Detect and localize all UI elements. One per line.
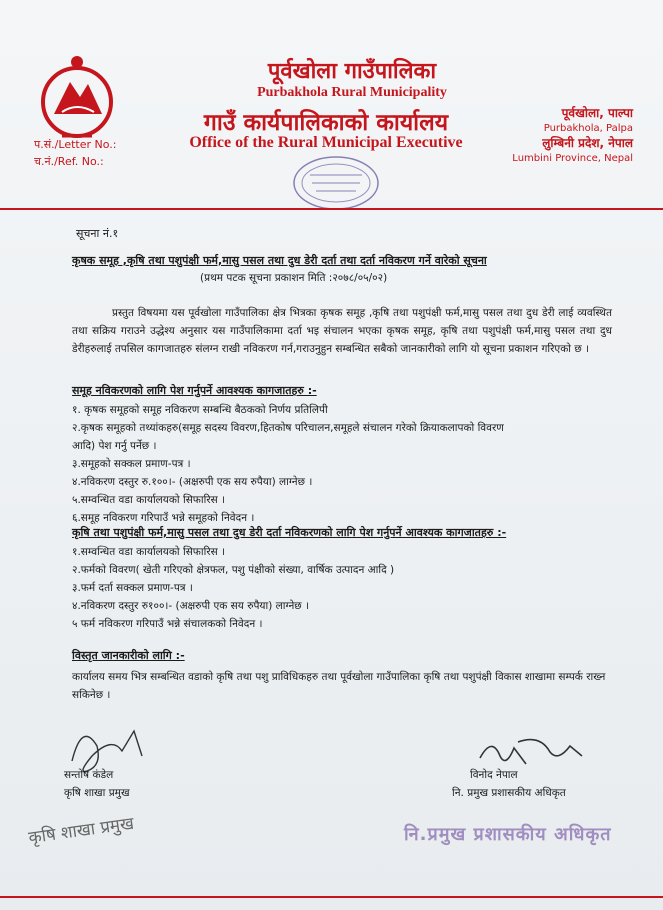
office-name-en: Office of the Rural Municipal Executive [189, 134, 463, 151]
contact-info: कार्यालय समय भित्र सम्बन्धित वडाको कृषि तथा पशु प्राविधिकहरु तथा पूर्वखोला गाउँपालिका कृषि तथा पशुपंक्षी विकास शाखामा सम्पर्क राख्न सकिनेछ । [72, 671, 606, 701]
right-signatory-name: विनोद नेपाल [470, 769, 518, 781]
handwritten-title: कृषि शाखा प्रमुख [27, 813, 136, 849]
list-item: ३.समूहको सक्कल प्रमाण-पत्र । [72, 458, 191, 470]
list-item: ४.नविकरण दस्तुर रु१००।- (अक्षरुपी एक सय रुपैया) लाग्नेछ । [72, 600, 309, 612]
list-item: ५ फर्म नविकरण गरिपाउँ भन्ने संचालकको निवेदन । [72, 618, 263, 630]
notice-number: सूचना नं.१ [76, 227, 119, 240]
office-address [512, 106, 633, 166]
reference-number-label: च.नं./Ref. No.: [34, 155, 104, 168]
address-en: Purbakhola, Palpa [543, 123, 633, 134]
footer-divider [0, 896, 663, 898]
municipality-name-en: Purbakhola Rural Municipality [257, 85, 447, 100]
left-signatory-title: कृषि शाखा प्रमुख [64, 787, 130, 799]
notice-subject: कृषक समूह ,कृषि तथा पशुपंक्षी फर्म,मासु पसल तथा दुध डेरी दर्ता तथा दर्ता नविकरण गर्ने वारेको सूचना [72, 254, 487, 267]
list-item: ४.नविकरण दस्तुर रु.१००।- (अक्षरुपी एक सय रुपैया) लाग्नेछ । [72, 476, 313, 488]
list-item: ३.फर्म दर्ता सक्कल प्रमाण-पत्र । [72, 582, 193, 594]
notice-paragraph: प्रस्तुत विषयमा यस पूर्वखोला गाउँपालिका क्षेत्र भित्रका कृषक समूह ,कृषि तथा पशुपंक्षी फर्म,मासु पसल तथा दुध डेरी लाई व्यवस्थित तथा सक्रिय गराउने उद्धेश्य अनुसार यस गाउँपालिकामा दर्ता भइ संचालन भएका कृषक समूह, कृषि तथा पशुपंक्षी फर्म,मासु पसल तथा दुध डेरीहरुलाई तपसिल कागजातहरु संलग्न राखी नविकरण गर्न,गराउनुहुन सम्बन्धित सबैको जानकारीको लागि यो सूचना प्रकाशन गरिएको छ । [72, 307, 612, 355]
office-seal-icon [290, 153, 382, 213]
publish-date: (प्रथम पटक सूचना प्रकाशन मिति :२०७८/०५/०२) [200, 272, 388, 284]
list-item: ५.सम्वन्धित वडा कार्यालयको सिफारिस । [72, 494, 226, 506]
letter-number-label: प.सं./Letter No.: [34, 138, 117, 151]
header-divider [0, 208, 663, 210]
list-item: ६.समूह नविकरण गरिपाउँ भन्ने समूहको निवेदन । [72, 512, 255, 524]
section2-heading: कृषि तथा पशुपंक्षी फर्म,मासु पसल तथा दुध डेरी दर्ता नविकरणको लागि पेश गर्नुपर्ने आवश्यक कागजातहरु :- [72, 526, 507, 539]
list-item: २.कृषक समूहको तथ्यांकहरु(समूह सदस्य विवरण,हितकोष परिचालन,समूहले संचालन गरेको क्रियाकलापको विवरण [72, 422, 504, 434]
municipality-name-np: पूर्वखोला गाउँपालिका [267, 59, 437, 84]
list-item: २.फर्मको विवरण( खेती गरिएको क्षेत्रफल, पशु पंक्षीको संख्या, वार्षिक उत्पादन आदि ) [72, 564, 395, 576]
right-signatory-title: नि. प्रमुख प्रशासकीय अधिकृत [452, 787, 566, 799]
office-name-np: गाउँ कार्यपालिकाको कार्यालय [203, 110, 449, 136]
list-item: १. कृषक समूहको समूह नविकरण सम्बन्धि बैठकको निर्णय प्रतिलिपी [72, 404, 328, 416]
section3-heading: विस्तृत जानकारीको लागि :- [72, 649, 185, 662]
section1-heading: समूह नविकरणको लागि पेश गर्नुपर्ने आवश्यक कागजातहरु :- [72, 384, 317, 397]
list-item: आदि) पेश गर्नु पर्नेछ । [72, 440, 157, 452]
address-np: पूर्वखोला, पाल्पा [561, 106, 633, 120]
province-en: Lumbini Province, Nepal [512, 153, 633, 164]
section2-list [72, 543, 612, 633]
list-item: १.सम्वन्धित वडा कार्यालयको सिफारिस । [72, 546, 226, 558]
section1-list [72, 401, 612, 527]
municipality-emblem-icon [32, 52, 122, 142]
province-np: लुम्बिनी प्रदेश, नेपाल [542, 136, 633, 150]
left-signatory-name: सन्तोष कंडेल [64, 769, 114, 781]
officer-stamp: नि.प्रमुख प्रशासकीय अधिकृत [404, 824, 612, 845]
